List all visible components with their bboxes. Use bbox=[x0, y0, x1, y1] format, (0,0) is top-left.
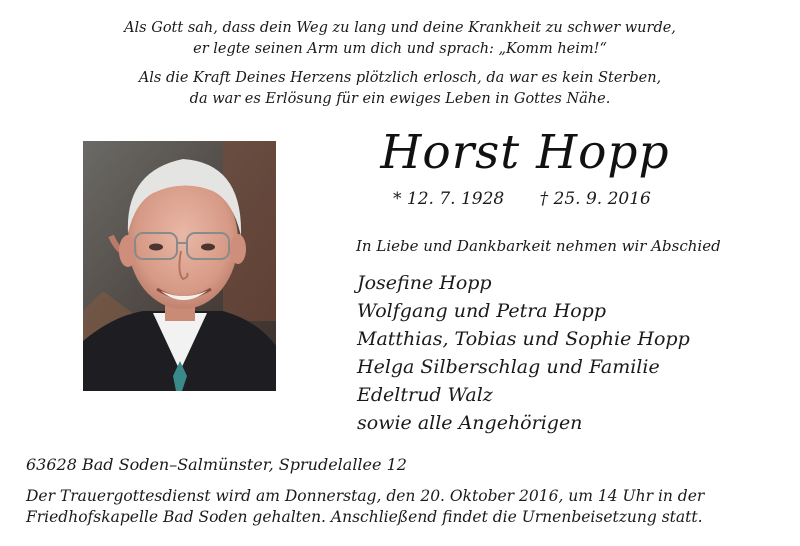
service-notice bbox=[26, 486, 786, 527]
mourner-item: Edeltrud Walz bbox=[357, 384, 493, 406]
mourner-item: Helga Silberschlag und Familie bbox=[357, 356, 660, 378]
birth-date: * 12. 7. 1928 bbox=[393, 189, 505, 209]
poem-line: da war es Erlösung für ein ewiges Leben in Gottes Nähe. bbox=[189, 91, 611, 107]
mourners-list bbox=[357, 269, 690, 437]
farewell-line: In Liebe und Dankbarkeit nehmen wir Abschied bbox=[356, 237, 721, 255]
death-date: † 25. 9. 2016 bbox=[539, 189, 651, 209]
poem-line: Als Gott sah, dass dein Weg zu lang und deine Krankheit zu schwer wurde, bbox=[124, 20, 676, 36]
poem-stanza-2 bbox=[0, 68, 800, 110]
mourner-item: Josefine Hopp bbox=[357, 272, 492, 294]
portrait-photo bbox=[83, 141, 276, 391]
portrait-illustration bbox=[83, 141, 276, 391]
mourner-item: sowie alle Angehörigen bbox=[357, 412, 583, 434]
poem-line: Als die Kraft Deines Herzens plötzlich erlosch, da war es kein Sterben, bbox=[138, 70, 662, 86]
deceased-name: Horst Hopp bbox=[380, 125, 670, 180]
life-dates bbox=[393, 188, 651, 210]
mourner-item: Wolfgang und Petra Hopp bbox=[357, 300, 606, 322]
poem-line: er legte seinen Arm um dich und sprach: „Komm heim!“ bbox=[193, 41, 607, 57]
mourner-item: Matthias, Tobias und Sophie Hopp bbox=[357, 328, 690, 350]
family-address: 63628 Bad Soden–Salmünster, Sprudelallee 12 bbox=[26, 455, 407, 474]
service-line: Der Trauergottesdienst wird am Donnerstag, den 20. Oktober 2016, um 14 Uhr in der bbox=[26, 487, 705, 505]
service-line: Friedhofskapelle Bad Soden gehalten. Anschließend findet die Urnenbeisetzung statt. bbox=[26, 507, 703, 526]
poem-stanza-1 bbox=[0, 18, 800, 60]
